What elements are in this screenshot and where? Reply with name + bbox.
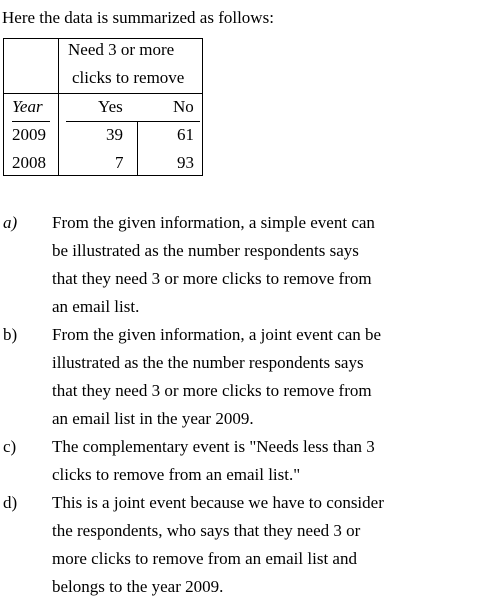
table-divider-vertical-2 [137,121,138,175]
table-divider-vertical-1 [58,39,59,175]
item-line: From the given information, a simple event can [52,213,375,232]
item-label: d) [3,493,18,512]
year-underline [12,121,50,122]
item-line: illustrated as the the number respondents says [52,353,364,372]
table-header-line-2: clicks to remove [72,68,185,87]
item-line: The complementary event is "Needs less than 3 [52,437,375,456]
item-line: an email list in the year 2009. [52,409,254,428]
item-line: From the given information, a joint event can be [52,325,382,344]
row-year-2008: 2008 [12,153,46,172]
item-line: be illustrated as the number respondents says [52,241,359,260]
row-header-year: Year [12,97,43,116]
item-line: more clicks to remove from an email list and [52,549,357,568]
item-line: that they need 3 or more clicks to remove from [52,269,372,288]
cell-no: 61 [177,125,194,144]
data-table [3,38,203,176]
column-header-yes: Yes [98,97,123,116]
row-year-2009: 2009 [12,125,46,144]
item-line: that they need 3 or more clicks to remove from [52,381,372,400]
cell-yes: 39 [106,125,123,144]
item-line: the respondents, who says that they need 3 or [52,521,361,540]
item-line: clicks to remove from an email list." [52,465,301,484]
cell-no: 93 [177,153,194,172]
item-label: b) [3,325,18,344]
column-underline [66,121,200,122]
item-line: an email list. [52,297,140,316]
table-divider-horizontal [4,93,202,94]
intro-text: Here the data is summarized as follows: [2,8,274,27]
item-label: a) [3,213,18,232]
table-header-line-1: Need 3 or more [68,40,175,59]
column-header-no: No [173,97,194,116]
item-label: c) [3,437,17,456]
item-line: belongs to the year 2009. [52,577,224,596]
cell-yes: 7 [115,153,124,172]
item-line: This is a joint event because we have to consider [52,493,384,512]
